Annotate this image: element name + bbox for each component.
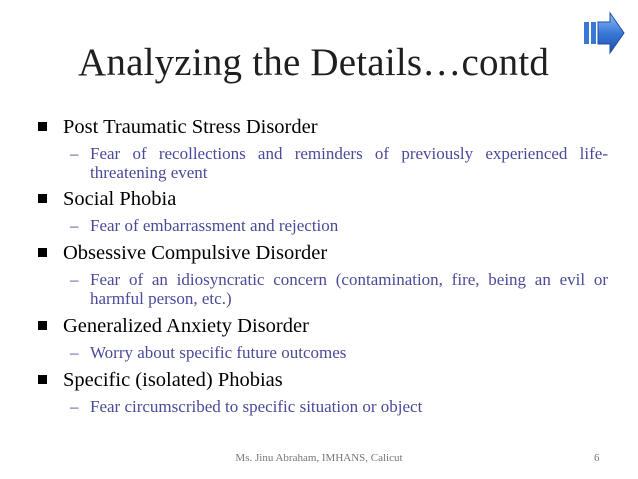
sub-item: – Fear circumscribed to specific situation or object [70,397,423,416]
list-item [38,187,608,211]
sub-item-text: Fear circumscribed to specific situation or object [90,397,423,416]
slide-title: Analyzing the Details…contd [78,41,550,84]
list-item [38,314,608,338]
sub-item: – Fear of recollections and reminders of previously experienced life-threatening event [70,144,608,182]
item-label: Social Phobia [63,188,177,210]
item-label: Post Traumatic Stress Disorder [63,116,318,138]
sub-item-text: Fear of recollections and reminders of previously experienced life-threatening event [90,144,608,182]
sub-item-text: Fear of embarrassment and rejection [90,216,339,235]
list-item [38,115,608,139]
item-label: Specific (isolated) Phobias [63,369,283,391]
item-label: Obsessive Compulsive Disorder [63,242,328,264]
footer-author: Ms. Jinu Abraham, IMHANS, Calicut [235,452,403,464]
sub-item: – Fear of embarrassment and rejection [70,216,339,235]
right-arrow-icon[interactable] [582,10,626,56]
page-number: 6 [594,452,600,464]
sub-item: – Fear of an idiosyncratic concern (contamination, fire, being an evil or harmful person, etc.) [70,270,608,308]
sub-item: – Worry about specific future outcomes [70,343,347,362]
bullet-icon [38,375,47,384]
sub-item-text: Worry about specific future outcomes [90,343,347,362]
list-item [38,241,608,265]
item-label: Generalized Anxiety Disorder [63,315,309,337]
bullet-list [38,115,608,416]
bullet-icon [38,194,47,203]
bullet-icon [38,122,47,131]
bullet-icon [38,321,47,330]
sub-item-text: Fear of an idiosyncratic concern (contamination, fire, being an evil or harmful person, etc.) [90,270,608,308]
bullet-icon [38,248,47,257]
list-item [38,368,608,392]
